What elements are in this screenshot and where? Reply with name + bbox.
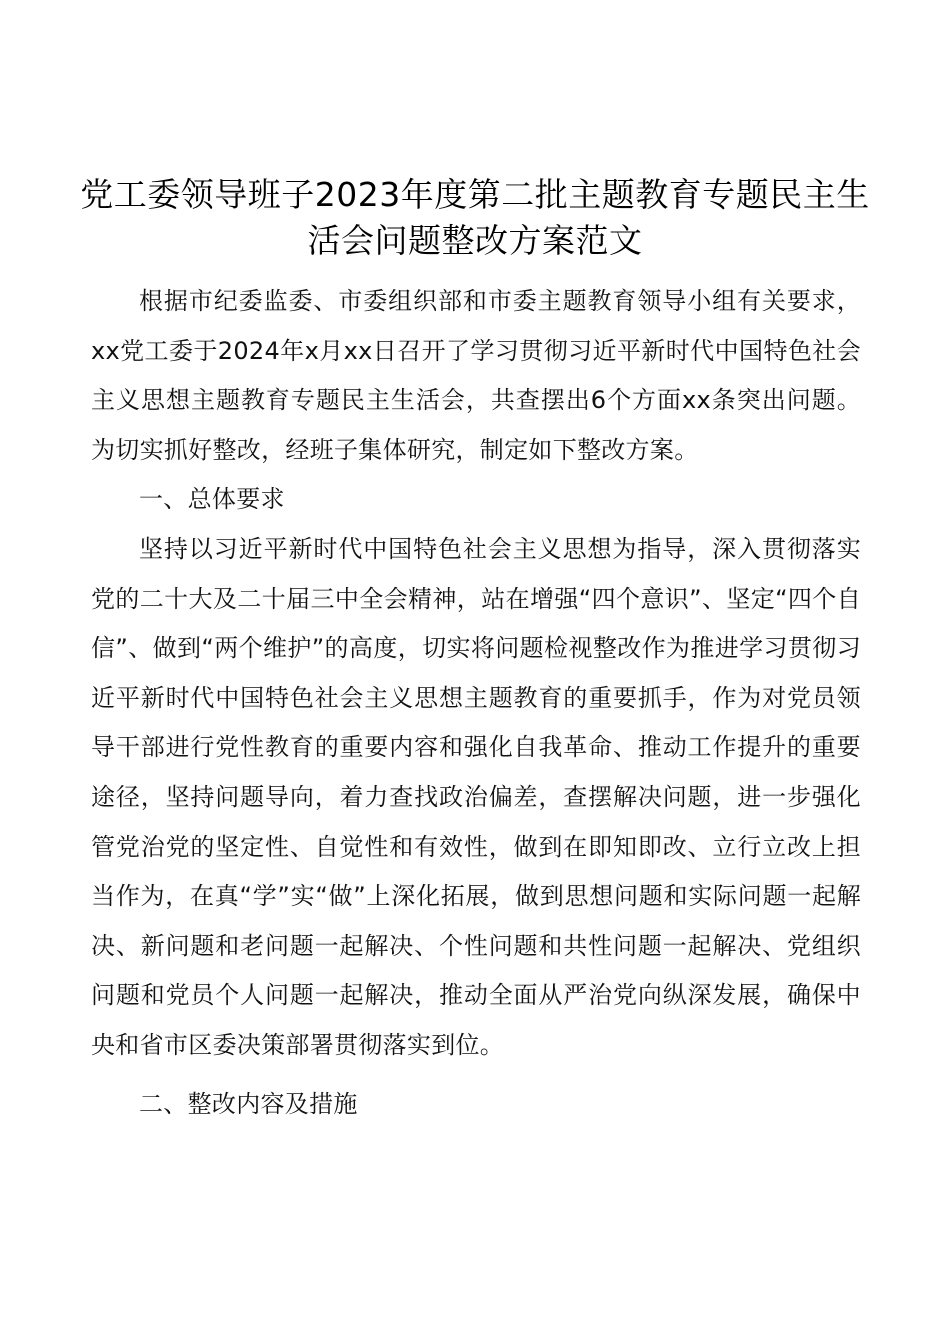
document-body (91, 277, 861, 1129)
document-title: 党工委领导班子2023年度第二批主题教育专题民主生活会问题整改方案范文 (80, 175, 870, 260)
section-heading-rectification-measures: 二、整改内容及措施 (139, 1089, 358, 1118)
section-heading-general-requirements: 一、总体要求 (139, 485, 285, 514)
paragraph-gap (91, 1071, 861, 1080)
general-requirements-paragraph: 坚持以习近平新时代中国特色社会主义思想为指导，深入贯彻落实党的二十大及二十届三中全会精神，站在增强“四个意识”、坚定“四个自信”、做到“两个维护”的高度，切实将问题检视整改作为推进学习贯彻习近平新时代中国特色社会主义思想主题教育的重要抓手，作为对党员领导干部进行党性教育的重要内容和强化自我革命、推动工作提升的重要途径，坚持问题导向，着力查找政治偏差，查摆解决问题，进一步强化管党治党的坚定性、自觉性和有效性，做到在即知即改、立行立改上担当作为，在真“学”实“做”上深化拓展，做到思想问题和实际问题一起解决、新问题和老问题一起解决、个性问题和共性问题一起解决、党组织问题和党员个人问题一起解决，推动全面从严治党向纵深发展，确保中央和省市区委决策部署贯彻落实到位。 (91, 534, 861, 1059)
intro-paragraph: 根据市纪委监委、市委组织部和市委主题教育领导小组有关要求，xx党工委于2024年x月xx日召开了学习贯彻习近平新时代中国特色社会主义思想主题教育专题民主生活会，共查摆出6个方面xx条突出问题。为切实抓好整改，经班子集体研究，制定如下整改方案。 (91, 287, 861, 464)
